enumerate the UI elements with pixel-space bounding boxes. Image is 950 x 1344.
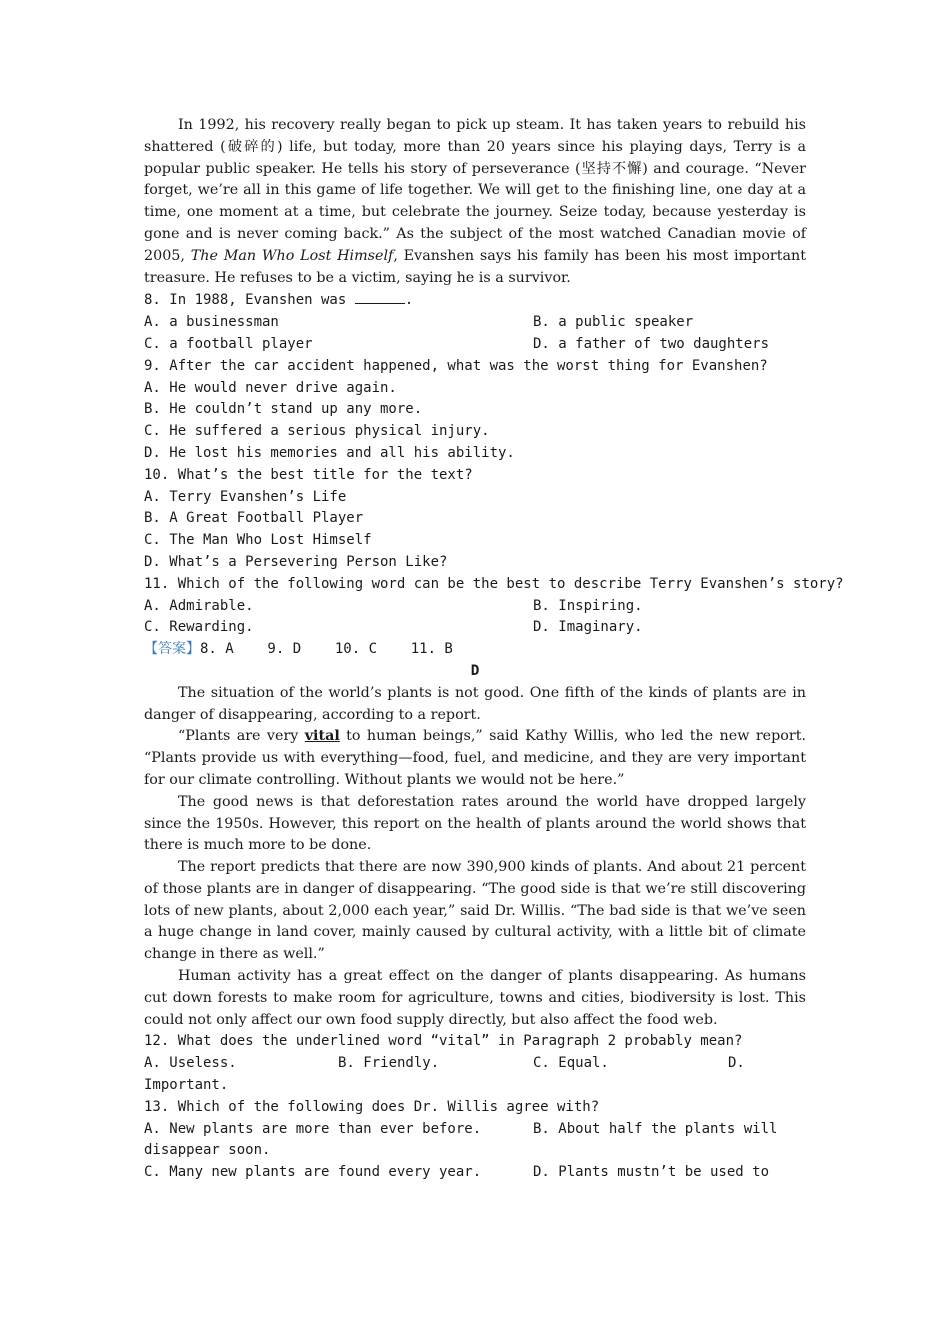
option: Important.	[144, 1077, 229, 1094]
question-9-stem: 9. After the car accident happened, what was the worst thing for Evanshen?	[144, 357, 768, 374]
option: C. Rewarding.	[144, 619, 254, 636]
option: D. Plants mustn’t be used to	[533, 1164, 770, 1181]
passage-d-paragraph-5: Human activity has a great effect on the danger of plants disappearing. As humans cut down forests to make room for agriculture, towns and cities, biodiversity is lost. This could not only affect our own food supply directly, but also affect the food web.	[144, 968, 806, 1028]
document-page	[144, 115, 844, 1184]
option: C. Equal.	[533, 1055, 609, 1072]
option: B. He couldn’t stand up any more.	[144, 401, 423, 418]
option: D. Imaginary.	[533, 619, 643, 636]
question-13-options-row2	[144, 1162, 806, 1184]
passage-c-final-paragraph: In 1992, his recovery really began to pick up steam. It has taken years to rebuild his shattered (破碎的) life, but today, more than 20 years since his playing days, Terry is a popular public speaker. He tells his story of perseverance (坚持不懈) and courage. “Never forget, we’re all in this game of life together. We will get to the finishing line, one day at a time, one moment at a time, but celebrate the journey. Seize today, because yesterday is gone and is never coming back.” As the subject of the most watched Canadian movie of 2005, The Man Who Lost Himself, Evanshen says his family has been his most important treasure. He refuses to be a victim, saying he is a survivor.	[144, 117, 806, 286]
passage-d-paragraph-3: The good news is that deforestation rates around the world have dropped largely since the 1950s. However, this report on the health of plants around the world shows that there is much more to be done.	[144, 793, 806, 854]
question-11-options-row1	[144, 596, 806, 618]
option: C. Many new plants are found every year.	[144, 1164, 482, 1181]
option: A. Useless.	[144, 1055, 237, 1072]
question-13-options-row1	[144, 1119, 806, 1141]
option: A. He would never drive again.	[144, 379, 397, 396]
question-11-options-row2	[144, 617, 806, 639]
question-8-options-row1	[144, 312, 806, 334]
question-13-stem: 13. Which of the following does Dr. Willis agree with?	[144, 1098, 600, 1115]
question-12-stem: 12. What does the underlined word “vital” in Paragraph 2 probably mean?	[144, 1033, 743, 1050]
option-continuation: disappear soon.	[144, 1142, 271, 1159]
answer-text: 8. A 9. D 10. C 11. B	[200, 641, 453, 658]
answer-tag: 【答案】	[144, 641, 200, 658]
option-label: D.	[728, 1055, 745, 1072]
option: D. What’s a Persevering Person Like?	[144, 553, 448, 570]
option: C. He suffered a serious physical injury.	[144, 423, 490, 440]
option: B. a public speaker	[533, 314, 694, 331]
question-8-options-row2	[144, 334, 806, 356]
answer-blank	[355, 289, 405, 304]
option: D. a father of two daughters	[533, 335, 770, 352]
question-12-options	[144, 1053, 806, 1075]
option: D. He lost his memories and all his ability.	[144, 444, 515, 461]
question-10-stem: 10. What’s the best title for the text?	[144, 466, 473, 483]
passage-d-paragraph-4: The report predicts that there are now 390,900 kinds of plants. And about 21 percent of those plants are in danger of disappearing. “The good side is that we’re still discovering lots of new plants, about 2,000 each year,” said Dr. Willis. “The bad side is that we’ve seen a huge change in land cover, mainly caused by cultural activity, with a little bit of climate change in there as well.”	[144, 859, 806, 963]
passage-d-paragraph-2: “Plants are very vital to human beings,” said Kathy Willis, who led the new report. “Plants provide us with everything—food, fuel, and medicine, and they are very important for our climate controlling. Without plants we would not be here.”	[144, 728, 806, 788]
option: A. Admirable.	[144, 597, 254, 614]
option: A. Terry Evanshen’s Life	[144, 488, 347, 505]
option: B. Inspiring.	[533, 597, 643, 614]
option: A. New plants are more than ever before.	[144, 1120, 482, 1137]
option: C. The Man Who Lost Himself	[144, 532, 372, 549]
passage-d-paragraph-1: The situation of the world’s plants is not good. One fifth of the kinds of plants are in danger of disappearing, according to a report.	[144, 684, 806, 723]
answer-key	[144, 639, 806, 661]
section-label: D	[470, 662, 480, 679]
option: C. a football player	[144, 335, 313, 352]
movie-title: The Man Who Lost Himself	[190, 247, 394, 264]
question-8-stem: 8. In 1988, Evanshen was .	[144, 289, 806, 312]
question-11-stem: 11. Which of the following word can be the best to describe Terry Evanshen’s story?	[144, 575, 844, 592]
underlined-word: vital	[304, 728, 340, 745]
option: B. About half the plants will	[533, 1120, 778, 1137]
option: B. A Great Football Player	[144, 510, 364, 527]
option: A. a businessman	[144, 314, 279, 331]
option: B. Friendly.	[338, 1055, 440, 1072]
